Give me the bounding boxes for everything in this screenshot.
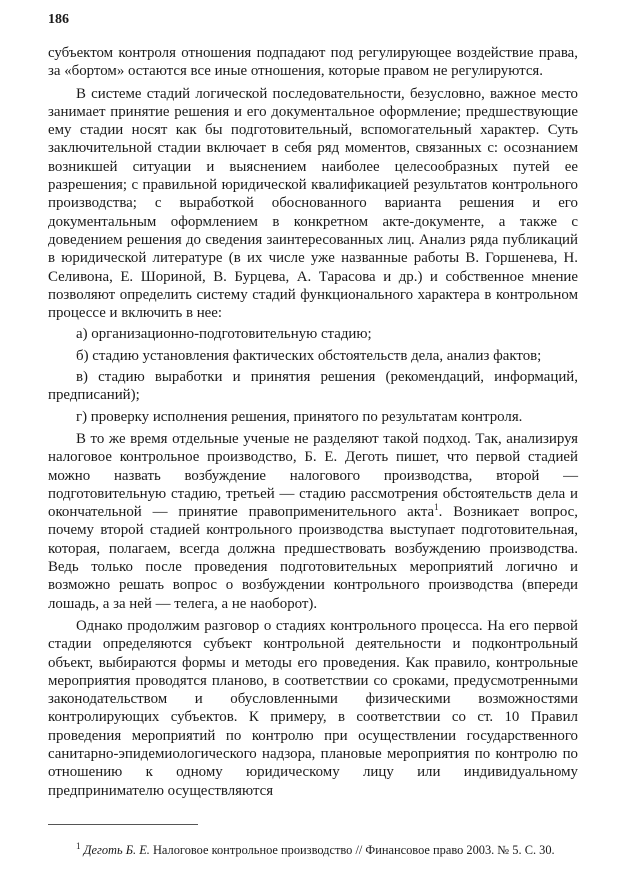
body-text bbox=[48, 44, 578, 800]
footnote-author: Деготь Б. Е. bbox=[83, 843, 150, 857]
paragraph-continuation: субъектом контроля отношения подпадают под регулирующее воздействие права, за «бортом» остаются все иные отношения, которые правом не регулируются. bbox=[48, 45, 578, 80]
paragraph-degot-text-b: . Возникает вопрос, почему второй стадией контрольного производства выступает подготовительная, которая, полагаем, всегда должна предшествовать возбуждению производства. Ведь только после проведения подготовительных мероприятий логично и возможно решать вопрос о возбуждении контрольного производства (впереди лошадь, а за ней — телега, а не наоборот). bbox=[48, 504, 578, 612]
paragraph-degot-view bbox=[48, 430, 578, 613]
stages-list bbox=[48, 325, 578, 425]
footnote-text: Налоговое контрольное производство // Финансовое право 2003. № 5. С. 30. bbox=[149, 843, 555, 857]
page-number: 186 bbox=[48, 12, 69, 27]
list-item: а) организационно-подготовительную стадию; bbox=[76, 326, 372, 343]
footnote-separator bbox=[48, 824, 198, 825]
footnote-reference[interactable]: 1 bbox=[434, 502, 439, 513]
paragraph-first-stage: Однако продолжим разговор о стадиях контрольного процесса. На его первой стадии определяются субъект контрольной деятельности и подконтрольный объект, выбираются формы и методы его проведения. Как правило, контрольные мероприятия проводятся планово, в соответствии со сроками, предусмотренными законодательством и обусловленными физическими возможностями контролирующих субъектов. К примеру, в соответствии со ст. 10 Правил проведения мероприятий по контролю при осуществлении государственного санитарно-эпидемиологического надзора, плановые мероприятия по контролю по отношению к одному юридическому лицу или индивидуальному предпринимателю осуществляются bbox=[48, 617, 578, 799]
paragraph-degot-text-a: В то же время отдельные ученые не разделяют такой подход. Так, анализируя налоговое контрольное производство, Б. Е. Деготь пишет, что первой стадией можно назвать возбуждение налогового производства, второй — подготовительную стадию, третьей — стадию рассмотрения обстоятельств дела и окончательной — принятие правоприменительного акта bbox=[48, 430, 578, 521]
footnote bbox=[48, 842, 578, 858]
list-item: в) стадию выработки и принятия решения (рекомендаций, информаций, предписаний); bbox=[48, 369, 578, 404]
paragraph-stages-system: В системе стадий логической последовательности, безусловно, важное место занимает принятие решения и его документальное оформление; предшествующие ему стадии носят как бы подготовительный, вспомогательный характер. Суть заключительной стадии включает в себя ряд моментов, связанных с: осознанием возникшей ситуации и выяснением наиболее целесообразных путей ее разрешения; с правильной юридической квалификацией результатов контрольного производства; с выработкой обоснованного варианта решения и его документальным оформлением в конкретном акте-документе, а также с доведением решения до сведения заинтересованных лиц. Анализ ряда публикаций в юридической литературе (в их числе уже названные работы В. Горшенева, Н. Селивона, Е. Шориной, В. Бурцева, А. Тарасова и др.) и собственное мнение позволяют определить систему стадий функционального характера в контрольном процессе и включить в нее: bbox=[48, 85, 578, 322]
list-item: г) проверку исполнения решения, принятого по результатам контроля. bbox=[76, 408, 523, 425]
list-item: б) стадию установления фактических обстоятельств дела, анализ фактов; bbox=[76, 347, 542, 364]
footnote-marker: 1 bbox=[76, 840, 81, 851]
